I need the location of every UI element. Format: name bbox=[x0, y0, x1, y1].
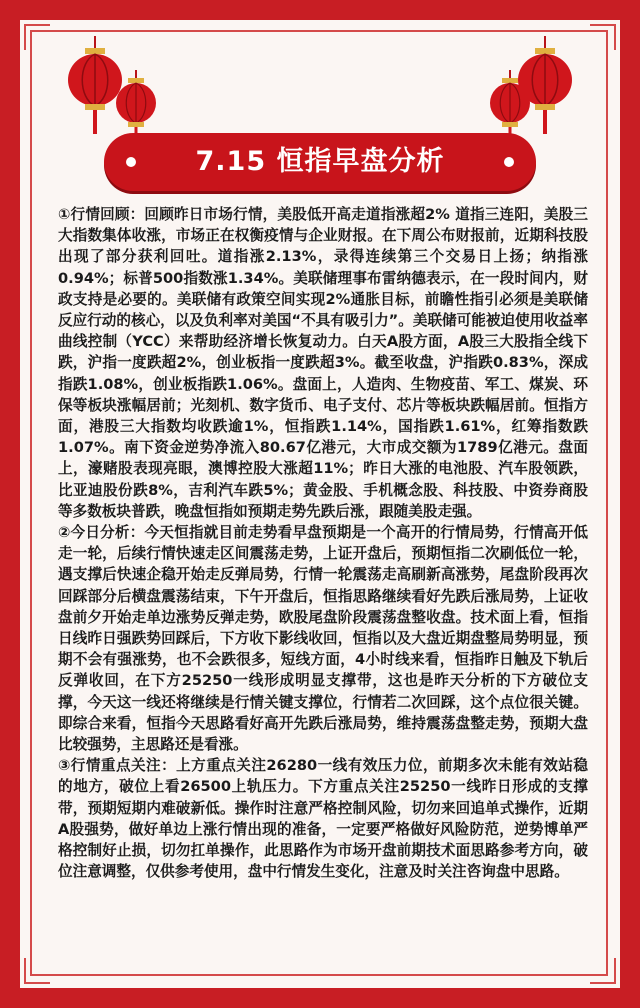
corner-ornament bbox=[590, 958, 616, 984]
corner-ornament bbox=[590, 24, 616, 50]
section-review: ①行情回顾：回顾昨日市场行情，美股低开高走道指涨超2% 道指三连阳，美股三大指数集体收涨，市场正在权衡疫情与企业财报。在下周公布财报前，近期科技股出现了部分获利回吐。道指涨2.13%，录得连续第三个交易日上扬；纳指涨0.94%；标普500指数涨1.34%。美联储理事布雷纳德表示，在一段时间内，财政支持是必要的。美联储有政策空间实现2%通胀目标，前瞻性指引必须是美联储反应行动的核心，以及负利率对美国“不具有吸引力”。美联储可能被迫使用收益率曲线控制（YCC）来帮助经济增长恢复动力。白天A股方面，A股三大股指全线下跌，沪指一度跌超2%，创业板指一度跌超3%。截至收盘，沪指跌0.83%，深成指跌1.08%，创业板指跌1.06%。盘面上，人造肉、生物疫苗、军工、煤炭、环保等板块涨幅居前；光刻机、数字货币、电子支付、芯片等板块跌幅居前。恒指方面，港股三大指数均收跌逾1%，恒指跌1.14%，国指跌1.61%，红筹指数跌1.07%。南下资金逆势净流入80.67亿港元，大市成交额为1789亿港元。盘面上，濠赌股表现亮眼，澳博控股大涨超11%；昨日大涨的电池股、汽车股领跌，比亚迪股份跌8%，吉利汽车跌5%；黄金股、手机概念股、科技股、中资券商股等多数板块普跌，晚盘恒指如预期走势先跌后涨，跟随美股走强。 bbox=[58, 206, 588, 520]
page-title: 7.15 恒指早盘分析 bbox=[195, 146, 445, 177]
lantern-icon bbox=[516, 36, 574, 136]
corner-ornament bbox=[24, 24, 50, 50]
article-body bbox=[58, 204, 588, 883]
section-focus: ③行情重点关注：上方重点关注26280一线有效压力位，前期多次未能有效站稳的地方，破位上看26500上轨压力。下方重点关注25250一线昨日形成的支撑带，预期短期内难破新低。操作时注意严格控制风险，切勿来回追单式操作，近期A股强势，做好单边上涨行情出现的准备，一定要严格做好风险防范，逆势博单严格控制好止损，切勿扛单操作，此思路作为市场开盘前期技术面思路参考方向，破位注意调整，仅供参考使用，盘中行情发生变化，注意及时关注咨询盘中思路。 bbox=[58, 757, 588, 881]
title-banner bbox=[104, 133, 536, 191]
corner-ornament bbox=[24, 958, 50, 984]
section-analysis: ②今日分析：今天恒指就目前走势看早盘预期是一个高开的行情局势，行情高开低走一轮，后续行情快速走区间震荡走势，上证开盘后，预期恒指二次刷低位一轮，遇支撑后快速企稳开始走反弹局势，行情一轮震荡走高刷新高涨势，尾盘阶段再次回踩部分后横盘震荡结束，下午开盘后，恒指思路继续看好先跌后涨局势，上证收盘前夕开始走单边涨势反弹走势，欧股尾盘阶段震荡盘整收盘。技术面上看，恒指日线昨日强跌势回踩后，下方收下影线收回，恒指以及大盘近期盘整局势明显，预期不会有强涨势，也不会跌很多，短线方面，4小时线来看，恒指昨日触及下轨后反弹收回，在下方25250一线形成明显支撑带，这也是昨天分析的下方破位支撑，今天这一线还将继续是行情关键支撑位，行情若二次回踩，这个点位很关键。即综合来看，恒指今天思路看好高开先跌后涨局势，维持震荡盘整走势，预期大盘比较强势，主思路还是看涨。 bbox=[58, 524, 588, 754]
